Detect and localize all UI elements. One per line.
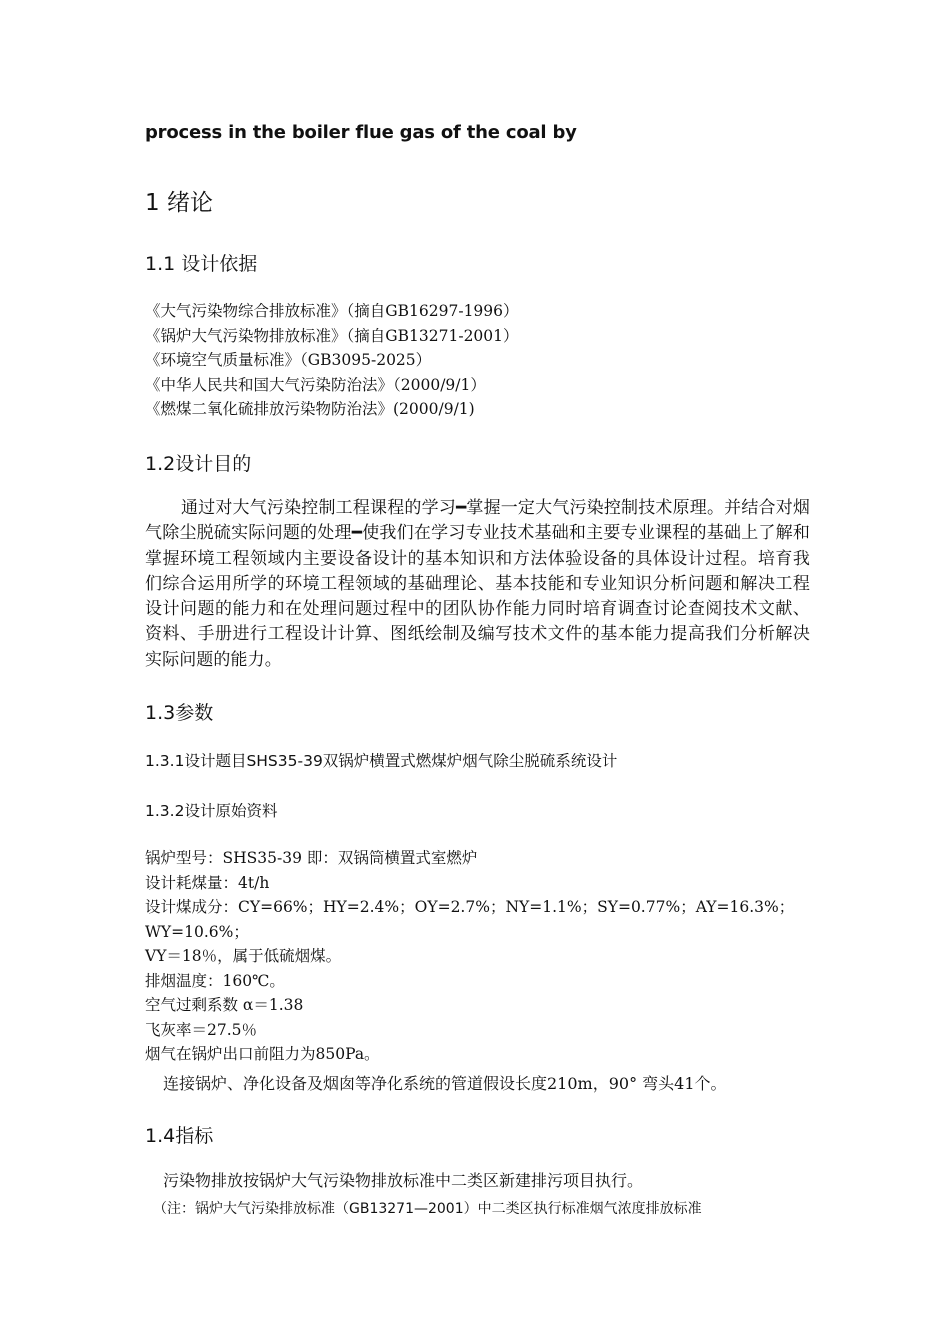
standard-item: 《燃煤二氧化硫排放污染物防治法》(2000/9/1)	[145, 400, 475, 418]
section-heading-1-3: 1.3参数	[145, 702, 214, 724]
standard-item: 《锅炉大气污染物排放标准》（摘自GB13271-2001）	[145, 326, 519, 345]
standard-item: 《大气污染物综合排放标准》（摘自GB16297-1996）	[145, 302, 519, 320]
design-data-line: 排烟温度：160℃。	[145, 971, 285, 990]
section-heading-1-2: 1.2设计目的	[145, 453, 252, 475]
english-title: process in the boiler flue gas of the coal by	[145, 122, 577, 143]
design-data-line: VY＝18％，属于低硫烟煤。	[145, 947, 342, 965]
standard-item: 《环境空气质量标准》（GB3095-2025）	[145, 351, 432, 369]
pipe-length-line: 连接锅炉、净化设备及烟囱等净化系统的管道假设长度210m，90° 弯头41个。	[163, 1074, 727, 1093]
design-data-list	[145, 846, 794, 1067]
subsection-heading-1-3-1: 1.3.1设计题目SHS35-39双锅炉横置式燃煤炉烟气除尘脱硫系统设计	[145, 752, 618, 770]
design-data-line: 锅炉型号：SHS35-39 即：双锅筒横置式室燃炉	[145, 849, 478, 867]
subsection-heading-1-3-2: 1.3.2设计原始资料	[145, 802, 278, 820]
section-heading-1-1: 1.1 设计依据	[145, 253, 258, 275]
emission-standard-line: 污染物排放按锅炉大气污染物排放标准中二类区新建排污项目执行。	[163, 1171, 644, 1190]
note-line: （注：锅炉大气污染排放标准（GB13271—2001）中二类区执行标准烟气浓度排放标准	[153, 1201, 702, 1217]
design-data-line: 设计耗煤量：4t/h	[145, 873, 270, 892]
chapter-title: 1 绪论	[145, 190, 213, 216]
design-data-line: 飞灰率＝27.5％	[145, 1020, 258, 1039]
design-data-line: 烟气在锅炉出口前阻力为850Pa。	[145, 1045, 380, 1063]
section-heading-1-4: 1.4指标	[145, 1125, 214, 1147]
design-data-line: 空气过剩系数 α＝1.38	[145, 996, 304, 1014]
standard-item: 《中华人民共和国大气污染防治法》（2000/9/1）	[145, 375, 486, 394]
design-data-line: WY=10.6%；	[145, 922, 249, 941]
standards-list	[145, 299, 519, 422]
purpose-paragraph: 通过对大气污染控制工程课程的学习━掌握一定大气污染控制技术原理。并结合对烟气除尘脱硫实际问题的处理━使我们在学习专业技术基础和主要专业课程的基础上了解和掌握环境工程领域内主要设备设计的基本知识和方法体验设备的具体设计过程。培育我们综合运用所学的环境工程领域的基础理论、基本技能和专业知识分析问题和解决工程设计问题的能力和在处理问题过程中的团队协作能力同时培育调查讨论查阅技术文献、资料、手册进行工程设计计算、图纸绘制及编写技术文件的基本能力提高我们分析解决实际问题的能力。	[145, 498, 810, 670]
design-data-line: 设计煤成分：CY=66%；HY=2.4%；OY=2.7%；NY=1.1%；SY=0.77%；AY=16.3%；	[145, 898, 795, 916]
